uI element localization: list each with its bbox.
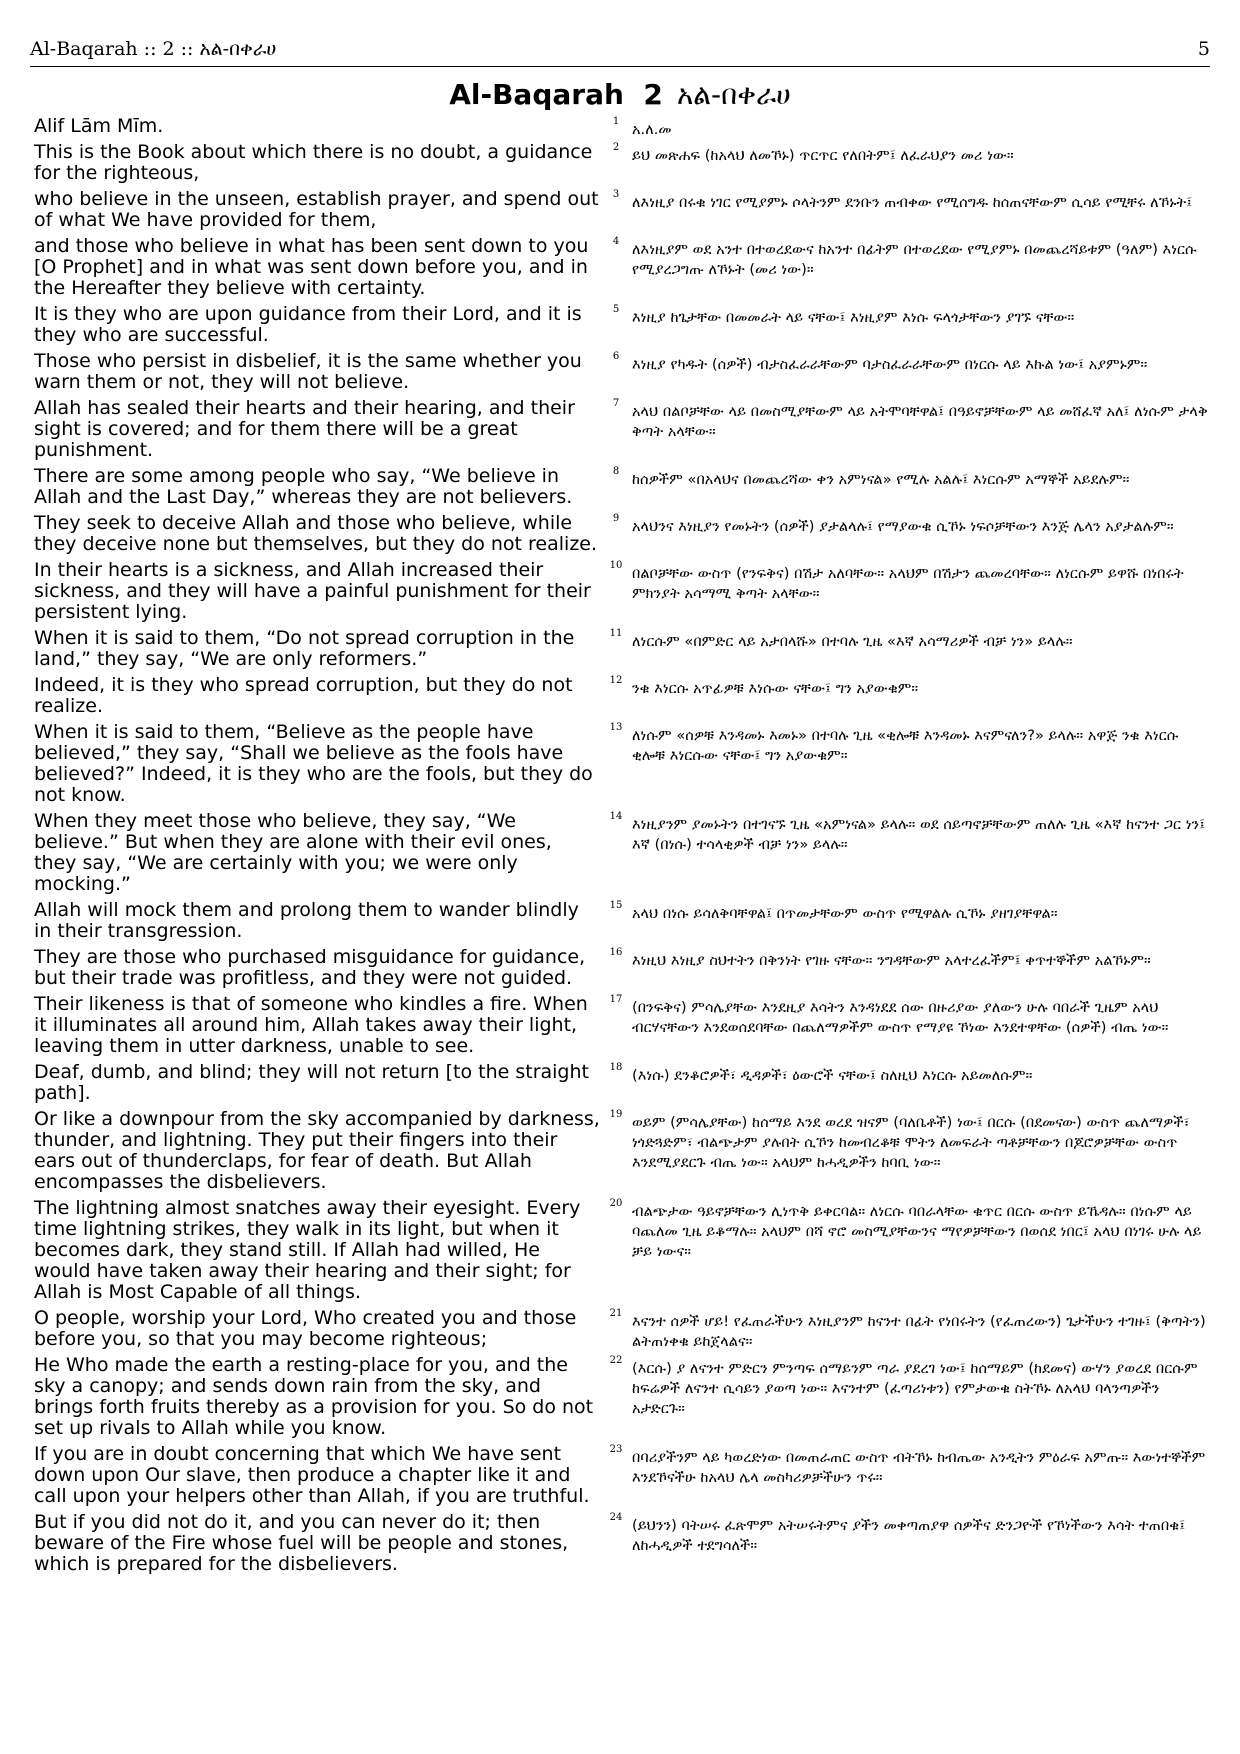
verse-number: 23 bbox=[609, 1444, 623, 1455]
verse-number: 21 bbox=[609, 1308, 623, 1319]
verse-number: 6 bbox=[612, 351, 620, 362]
verse-number: 11 bbox=[609, 628, 623, 639]
verse-number: 19 bbox=[609, 1109, 623, 1120]
verse-english: There are some among people who say, “We believe in Allah and the Last Day,” whereas they are not believers. bbox=[34, 465, 573, 508]
verse-row bbox=[34, 234, 1214, 302]
verse-english: This is the Book about which there is no doubt, a guidance for the righteous, bbox=[34, 141, 593, 184]
verse-row bbox=[34, 1196, 1214, 1306]
verse-row bbox=[34, 558, 1214, 626]
verse-english: who believe in the unseen, establish prayer, and spend out of what We have provided for them, bbox=[34, 188, 599, 231]
verse-number: 24 bbox=[609, 1512, 623, 1523]
verse-row bbox=[34, 1060, 1214, 1107]
verse-english: They are those who purchased misguidance for guidance, but their trade was profitless, and they were not guided. bbox=[34, 946, 586, 989]
verse-number: 5 bbox=[612, 304, 620, 315]
verse-number: 18 bbox=[609, 1062, 623, 1073]
verse-number: 2 bbox=[612, 142, 620, 153]
verse-english: In their hearts is a sickness, and Allah increased their sickness, and they will have a painful punishment for their persistent lying. bbox=[34, 559, 591, 623]
verse-english: Their likeness is that of someone who kindles a fire. When it illuminates all around him, Allah takes away their light, leaving them in utter darkness, unable to see. bbox=[34, 993, 588, 1057]
verse-english: Alif Lām Mīm. bbox=[34, 115, 164, 137]
verse-english: If you are in doubt concerning that which We have sent down upon Our slave, then produce a chapter like it and call upon your helpers other than Allah, if you are truthful. bbox=[34, 1443, 590, 1507]
verse-row bbox=[34, 511, 1214, 558]
verse-list bbox=[34, 114, 1214, 1578]
verse-row bbox=[34, 809, 1214, 898]
verse-row bbox=[34, 992, 1214, 1060]
verse-row bbox=[34, 114, 1214, 140]
verse-english: He Who made the earth a resting-place for you, and the sky a canopy; and sends down rain from the sky, and brings forth fruits thereby as a provision for you. So do not set up rivals to Allah while you know. bbox=[34, 1354, 594, 1439]
verse-number: 1 bbox=[612, 116, 620, 127]
verse-number: 7 bbox=[612, 398, 620, 409]
verse-amharic: ንቁ እነርሱ አጥፊዎቹ እነሱው ናቸው፤ ግን አያውቁም። bbox=[632, 680, 919, 697]
verse-english: But if you did not do it, and you can never do it; then beware of the Fire whose fuel will be people and stones, which is prepared for the disbelievers. bbox=[34, 1511, 569, 1575]
verse-english: When they meet those who believe, they say, “We believe.” But when they are alone with their evil ones, they say, “We are certainly with you; we were only mocking.” bbox=[34, 810, 552, 895]
verse-english: and those who believe in what has been sent down to you [O Prophet] and in what was sent down before you, and in the Hereafter they believe with certainty. bbox=[34, 235, 589, 299]
verse-amharic: እነዚያንም ያመኑትን በተገናኙ ጊዜ «አምነናል» ይላሉ። ወደ ሰይጣኖቻቸውም ጠለሉ ጊዜ «እኛ ከናንተ ጋር ነን፤ እኛ (በነሱ) ተሳላቂዎች ብቻ ነን» ይላሉ። bbox=[632, 816, 1206, 853]
verse-row bbox=[34, 302, 1214, 349]
verse-number: 9 bbox=[612, 513, 620, 524]
verse-row bbox=[34, 720, 1214, 809]
verse-english: The lightning almost snatches away their eyesight. Every time lightning strikes, they walk in its light, but when it becomes dark, they stand still. If Allah had willed, He would have taken away their hearing and their sight; for Allah is Most Capable of all things. bbox=[34, 1197, 581, 1303]
verse-amharic: ብልጭታው ዓይኖቻቸውን ሊነጥቅ ይቀርባል። ለነርሱ ባበራላቸው ቁጥር በርሱ ውስጥ ይኼዳሉ። በነሱም ላይ ባጨለመ ጊዜ ይቆማሉ። አላህም በሻ ኖሮ መስሚያቸውንና ማየዎቻቸውን በወሰደ ነበር፤ አላህ በነገሩ ሁሉ ላይ ቻይ ነውና። bbox=[632, 1203, 1202, 1260]
verse-amharic: (ይህንን) ባትሠሩ ፈጽሞም አትሠሩትምና ያችን መቀጣጠያዋ ሰዎችና ድንጋዮች የኾነችውን እሳት ተጠበቁ፤ ለከሓዲዎች ተደግሳለች። bbox=[632, 1517, 1186, 1554]
verse-amharic: ለእነዚያ በሩቁ ነገር የሚያምኑ ሶላትንም ደንቡን ጠብቀው የሚሰግዱ ከሰጠናቸውም ሲሳይ የሚቸሩ ለኾኑት፤ bbox=[632, 194, 1193, 211]
verse-number: 3 bbox=[612, 189, 620, 200]
verse-english: When it is said to them, “Believe as the people have believed,” they say, “Shall we believe as the fools have believed?” Indeed, it is they who are the fools, but they do not know. bbox=[34, 721, 593, 806]
verse-number: 20 bbox=[609, 1198, 623, 1209]
verse-number: 13 bbox=[609, 722, 623, 733]
verse-row bbox=[34, 187, 1214, 234]
verse-row bbox=[34, 1510, 1214, 1578]
verse-english: When it is said to them, “Do not spread corruption in the land,” they say, “We are only reformers.” bbox=[34, 627, 575, 670]
verse-english: Those who persist in disbelief, it is the same whether you warn them or not, they will not believe. bbox=[34, 350, 582, 393]
verse-amharic: (እነሱ) ደንቆሮዎች፣ ዲዳዎች፣ ዕውሮች ናቸው፤ ስለዚህ እነርሱ አይመለሱም። bbox=[632, 1067, 1033, 1084]
verse-number: 15 bbox=[609, 900, 623, 911]
verse-english: They seek to deceive Allah and those who believe, while they deceive none but themselves, but they do not realize. bbox=[34, 512, 598, 555]
verse-row bbox=[34, 140, 1214, 187]
page-number: 5 bbox=[1197, 38, 1210, 60]
verse-amharic: በባሪያችንም ላይ ካወረድነው በመጠራጠር ውስጥ ብትኾኑ ከብጤው አንዲትን ምዕራፍ አምጡ። እውነተኞችም እንደኾናችሁ ከአላህ ሌላ መስካሪዎቻችሁን ጥሩ። bbox=[632, 1449, 1206, 1486]
verse-number: 22 bbox=[609, 1355, 623, 1366]
verse-english: Allah has sealed their hearts and their hearing, and their sight is covered; and for them there will be a great punishment. bbox=[34, 397, 575, 461]
verse-amharic: አላህ በነሱ ይሳለቅባቸዋል፤ በጥመታቸውም ውስጥ የሚዋልሉ ሲኾኑ ያዘገያቸዋል። bbox=[632, 905, 1058, 922]
verse-amharic: እነዚያ የካዱት (ሰዎች) ብታስፈራራቸውም ባታስፈራራቸውም በነርሱ ላይ እኩል ነው፤ አያምኑም። bbox=[632, 356, 1148, 373]
verse-row bbox=[34, 626, 1214, 673]
verse-row bbox=[34, 673, 1214, 720]
verse-row bbox=[34, 464, 1214, 511]
verse-number: 10 bbox=[609, 560, 623, 571]
verse-amharic: አላህንና እነዚያን የመኑትን (ሰዎች) ያታልላሉ፤ የማያውቁ ሲኾኑ ነፍሶቻቸውን እንጅ ሌላን አያታልሉም። bbox=[632, 518, 1174, 535]
verse-amharic: ለእነዚያም ወደ አንተ በተወረደውና ከአንተ በፊትም በተወረደው የሚያምኑ በመጨረሻይቱም (ዓለም) እነርሱ የሚያረጋግጡ ለኾኑት (መሪ ነው)። bbox=[632, 241, 1197, 278]
verse-row bbox=[34, 945, 1214, 992]
verse-english: It is they who are upon guidance from their Lord, and it is they who are successful. bbox=[34, 303, 582, 346]
verse-amharic: ከሰዎችም «በአላህና በመጨረሻው ቀን አምነናል» የሚሉ አልሉ፤ እነርሱም አማኞች አይደሉም። bbox=[632, 471, 1130, 488]
verse-english: O people, worship your Lord, Who created you and those before you, so that you may become righteous; bbox=[34, 1307, 577, 1350]
verse-number: 17 bbox=[609, 994, 623, 1005]
verse-english: Deaf, dumb, and blind; they will not return [to the straight path]. bbox=[34, 1061, 589, 1104]
verse-row bbox=[34, 1442, 1214, 1510]
verse-number: 14 bbox=[609, 811, 623, 822]
verse-number: 12 bbox=[609, 675, 623, 686]
verse-row bbox=[34, 396, 1214, 464]
verse-amharic: አ.ለ.መ bbox=[632, 121, 672, 138]
verse-row bbox=[34, 349, 1214, 396]
verse-amharic: እነዚያ ከጌታቸው በመመራት ላይ ናቸው፤ እነዚያም እነሱ ፍላጎታቸውን ያገኙ ናቸው። bbox=[632, 309, 1075, 326]
verse-number: 16 bbox=[609, 947, 623, 958]
verse-number: 4 bbox=[612, 236, 620, 247]
verse-row bbox=[34, 1353, 1214, 1442]
verse-english: Allah will mock them and prolong them to wander blindly in their transgression. bbox=[34, 899, 579, 942]
verse-amharic: እናንተ ሰዎች ሆይ! የፈጠራችሁን እነዚያንም ከናንተ በፊት የነበሩትን (የፈጠረውን) ጌታችሁን ተገዙ፤ (ቅጣትን) ልትጠነቀቁ ይከጀላልና። bbox=[632, 1313, 1206, 1350]
verse-amharic: አላህ በልቦቻቸው ላይ በመስሚያቸውም ላይ አትሞባቸዋል፤ በዓይኖቻቸውም ላይ መሸፈኛ አለ፤ ለነሱም ታላቅ ቅጣት አላቸው። bbox=[632, 403, 1208, 440]
surah-title bbox=[0, 78, 1240, 112]
verse-amharic: ይህ መጽሐፍ (ከአላህ ለመኾኑ) ጥርጥር የለበትም፤ ለፈራህያን መሪ ነው። bbox=[632, 147, 1014, 164]
surah-title-english: Al-Baqarah 2 bbox=[449, 78, 663, 111]
verse-amharic: (እርሱ) ያ ለናንተ ምድርን ምንጣፍ ሰማይንም ጣራ ያደረገ ነው፤ ከሰማይም (ከደመና) ውሃን ያወረደ በርሱም ከፍሬዎች ለናንተ ሲሳይን ያወጣ ነው። እናንተም (ፈጣሪነቱን) የምታውቁ ስትኾኑ ለአላህ ባላንጣዎችን አታድርጉ። bbox=[632, 1360, 1198, 1417]
verse-amharic: እነዚህ እነዚያ ስህተትን በቅንነት የገዙ ናቸው። ንግዳቸውም አላተረፈችም፤ ቀጥተኞችም አልኾኑም። bbox=[632, 952, 1151, 969]
verse-amharic: (በንፍቅና) ምሳሌያቸው እንደዚያ እሳትን እንዳነደደ ሰው በዙሪያው ያለውን ሁሉ ባበራች ጊዜም አላህ ብርሃናቸውን እንደወሰደባቸው በጨለማዎችም ውስጥ የማያዩ ኾነው እንደተዋቸው (ሰዎች) ብጤ ነው። bbox=[632, 999, 1169, 1036]
verse-amharic: ወይም (ምሳሌያቸው) ከሰማይ እንደ ወረደ ዝናም (ባለቤቶች) ነው፤ በርሱ (በደመናው) ውስጥ ጨለማዎች፣ ነጎድጓድም፣ ብልጭታም ያሉበት ሲኾን ከመብረቆቹ ሞትን ለመፍራት ጣቶቻቸውን በጆሮዎቻቸው ውስጥ እንደሚያደርጉ ብጤ ነው። አላህም ከሓዲዎችን ከባቢ ነው። bbox=[632, 1114, 1190, 1171]
verse-row bbox=[34, 898, 1214, 945]
verse-english: Indeed, it is they who spread corruption, but they do not realize. bbox=[34, 674, 573, 717]
verse-row bbox=[34, 1306, 1214, 1353]
verse-row bbox=[34, 1107, 1214, 1196]
verse-english: Or like a downpour from the sky accompanied by darkness, thunder, and lightning. They put their fingers into their ears out of thunderclaps, for fear of death. But Allah encompasses the disbelievers. bbox=[34, 1108, 600, 1193]
verse-amharic: በልቦቻቸው ውስጥ (የንፍቅና) በሽታ አለባቸው። አላህም በሽታን ጨመረባቸው። ለነርሱም ይዋሹ በነበሩት ምክንያት አሳማሚ ቅጣት አላቸው። bbox=[632, 565, 1184, 602]
running-title: Al-Baqarah :: 2 :: አል-በቀራሀ bbox=[30, 38, 277, 60]
verse-amharic: ለነሱም «ሰዎቹ እንዳመኑ እመኑ» በተባሉ ጊዜ «ቂሎቹ እንዳመኑ እናምናለን?» ይላሉ። አዋጅ ንቁ እነርሱ ቂሎቹ እነርሱው ናቸው፤ ግን አያውቁም። bbox=[632, 727, 1179, 764]
surah-title-amharic: አል-በቀራሀ bbox=[676, 78, 791, 111]
verse-amharic: ለነርሱም «በምድር ላይ አታበላሹ» በተባሉ ጊዜ «እኛ አሳማሪዎች ብቻ ነን» ይላሉ። bbox=[632, 633, 1073, 650]
page-header bbox=[30, 36, 1210, 67]
verse-number: 8 bbox=[612, 466, 620, 477]
